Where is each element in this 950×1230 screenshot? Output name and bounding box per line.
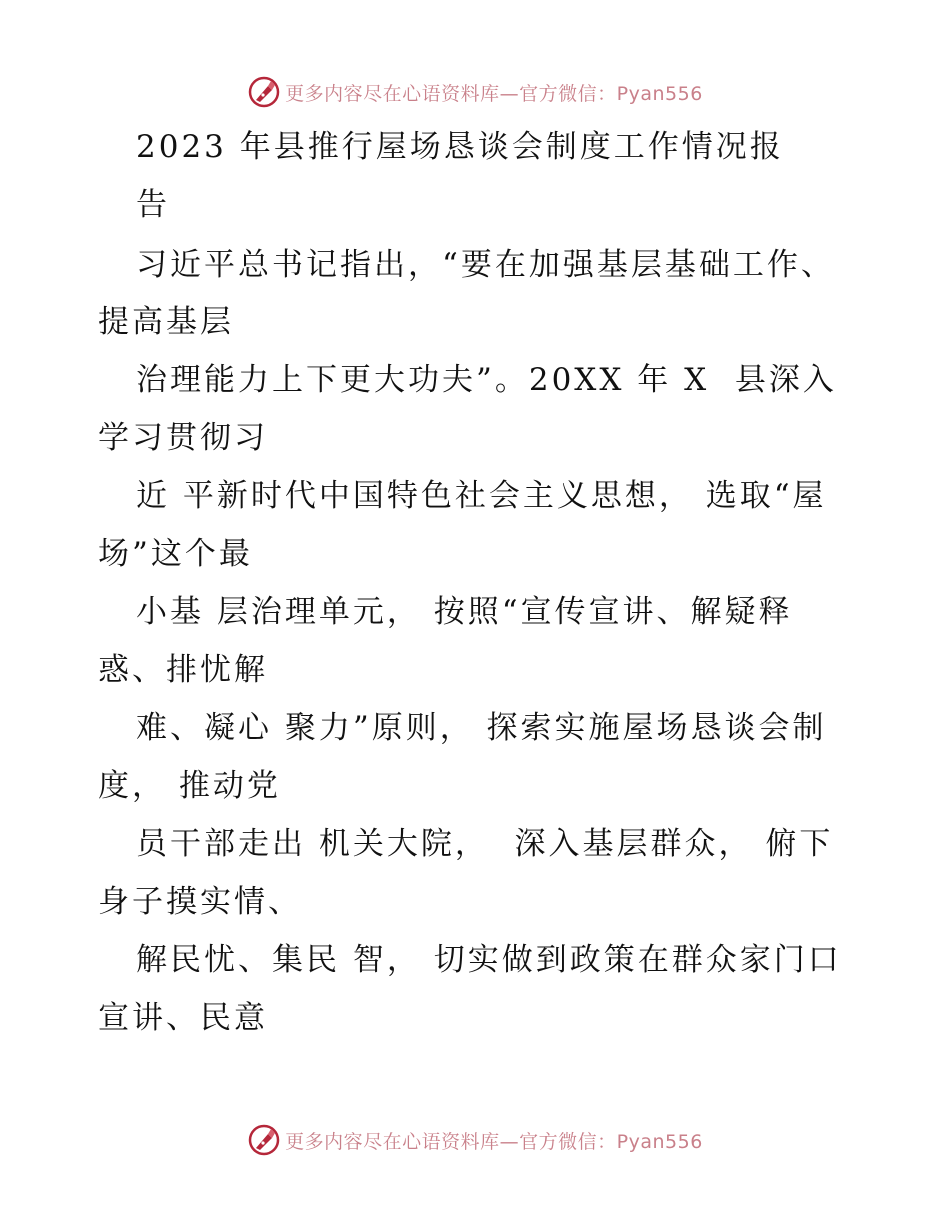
paragraph-line: 度， 推动党	[98, 768, 281, 804]
paragraph-line: 习近平总书记指出，“要在加强基层基础工作、	[136, 247, 835, 283]
paragraph-line: 惑、排忧解	[98, 652, 268, 688]
paragraph-line: 解民忧、集民 智， 切实做到政策在群众家门口	[136, 942, 842, 978]
paragraph-line: 学习贯彻习	[98, 420, 268, 456]
paragraph-line: 难、凝心 聚力”原则， 探索实施屋场恳谈会制	[136, 710, 827, 746]
paragraph-line: 近 平新时代中国特色社会主义思想， 选取“屋	[136, 478, 827, 514]
document-title-line-2: 告	[136, 187, 170, 223]
paragraph-line: 治理能力上下更大功夫”。20XX 年 X 县深入	[136, 362, 837, 398]
paragraph-line: 提高基层	[98, 304, 234, 340]
paragraph-line: 员干部走出 机关大院， 深入基层群众， 俯下	[136, 826, 834, 862]
watermark-text: 更多内容尽在心语资料库—官方微信：Pyan556	[285, 1130, 703, 1153]
paragraph-line: 小基 层治理单元， 按照“宣传宣讲、解疑释	[136, 594, 793, 630]
paragraph-line: 宣讲、民意	[98, 1000, 268, 1036]
paragraph-line: 身子摸实情、	[98, 884, 302, 920]
document-title-line-1: 2023 年县推行屋场恳谈会制度工作情况报	[136, 129, 784, 165]
watermark-text: 更多内容尽在心语资料库—官方微信：Pyan556	[285, 82, 703, 105]
pen-nib-logo-icon	[247, 1123, 281, 1157]
paragraph-line: 场”这个最	[98, 536, 253, 572]
footer-watermark	[0, 1120, 950, 1160]
